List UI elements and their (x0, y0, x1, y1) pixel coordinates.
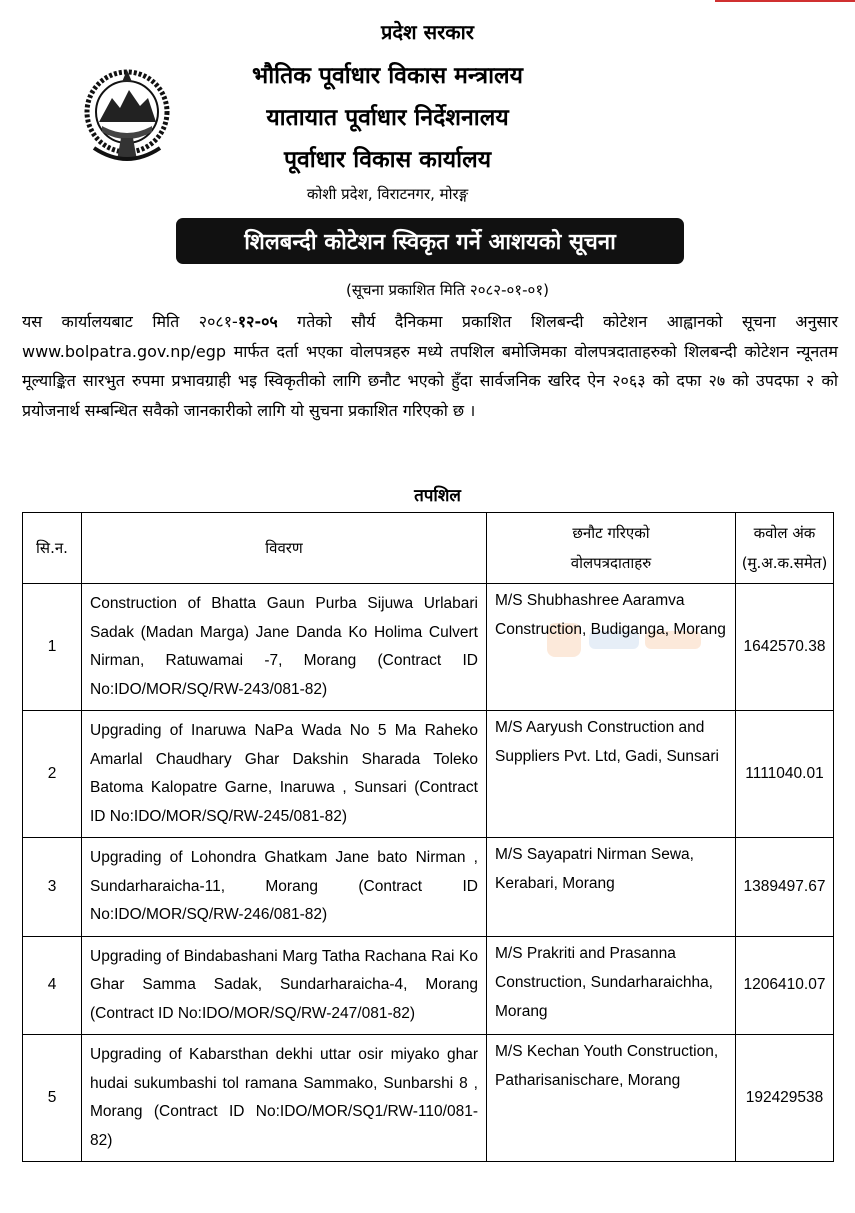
notice-title-banner: शिलबन्दी कोटेशन स्विकृत गर्ने आशयको सूचना (176, 218, 684, 264)
header-serial-no: सि.न. (23, 513, 82, 584)
row-description: Upgrading of Kabarsthan dekhi uttar osir miyako ghar hudai sukumbashi tol ramana Sammako, Sunbarshi 8 , Morang (Contract ID No:IDO/MOR/SQ1/RW-110/081-82) (82, 1035, 487, 1162)
table-row (23, 711, 834, 838)
row-serial: 2 (23, 711, 82, 838)
notice-body-date: १२-०५ (237, 312, 278, 331)
header-selected-bidders (487, 513, 736, 584)
row-description: Upgrading of Bindabashani Marg Tatha Rachana Rai Ko Ghar Samma Sadak, Sundarharaicha-4, Morang (Contract ID No:IDO/MOR/SQ/RW-247/081-82) (82, 936, 487, 1035)
row-bidder: M/S Aaryush Construction and Suppliers Pvt. Ltd, Gadi, Sunsari (487, 711, 736, 838)
row-bidder: M/S Prakriti and Prasanna Construction, Sundarharaichha, Morang (487, 936, 736, 1035)
publication-date: (सूचना प्रकाशित मिति २०८२-०१-०१) (346, 281, 549, 299)
row-amount: 1642570.38 (736, 584, 834, 711)
row-serial: 1 (23, 584, 82, 711)
header-directorate: यातायात पूर्वाधार निर्देशनालय (266, 105, 509, 131)
row-bidder: M/S Kechan Youth Construction, Patharisanischare, Morang (487, 1035, 736, 1162)
notice-body-part2: गतेको सौर्य दैनिकमा प्रकाशित शिलबन्दी कोटेशन आह्वानको सूचना अनुसार www.bolpatra.gov.np/egp मार्फत दर्ता भएका वोलपत्रहरु मध्ये तपशिल बमोजिमका वोलपत्रदाताहरुको शिलबन्दी कोटेशन न्यूनतम मूल्याङ्कित सारभुत रुपमा प्रभावग्राही भइ स्विकृतीको लागि छनौट भएको हुँदा सार्वजनिक खरिद ऐन २०६३ को दफा २७ को उपदफा २ को प्रयोजनार्थ सम्बन्धित सवैको जानकारीको लागि यो सुचना प्रकाशित गरिएको छ । (22, 312, 838, 420)
header-bid-amount-line2: (मु.अ.क.समेत) (741, 554, 828, 572)
notice-body (22, 307, 838, 425)
table-row (23, 1035, 834, 1162)
row-bidder: M/S Sayapatri Nirman Sewa, Kerabari, Morang (487, 838, 736, 937)
row-amount: 192429538 (736, 1035, 834, 1162)
section-title: तपशिल (414, 486, 461, 506)
header-selected-bidders-line2: वोलपत्रदाताहरु (570, 554, 652, 572)
table-row (23, 584, 834, 711)
row-amount: 1111040.01 (736, 711, 834, 838)
row-description: Upgrading of Lohondra Ghatkam Jane bato Nirman , Sundarharaicha-11, Morang (Contract ID No:IDO/MOR/SQ/RW-246/081-82) (82, 838, 487, 937)
row-description: Upgrading of Inaruwa NaPa Wada No 5 Ma Raheko Amarlal Chaudhary Ghar Dakshin Sharada Toleko Batoma Kalopatre Garne, Inaruwa , Sunsari (Contract ID No:IDO/MOR/SQ/RW-245/081-82) (82, 711, 487, 838)
row-serial: 4 (23, 936, 82, 1035)
row-serial: 3 (23, 838, 82, 937)
notice-body-part1: यस कार्यालयबाट मिति २०८१- (22, 312, 238, 331)
header-bid-amount (736, 513, 834, 584)
table-row (23, 936, 834, 1035)
selected-bidders-table (22, 512, 834, 1162)
header-office: पूर्वाधार विकास कार्यालय (283, 147, 492, 173)
top-edge-rule (715, 0, 855, 2)
header-description: विवरण (82, 513, 487, 584)
header-ministry: भौतिक पूर्वाधार विकास मन्त्रालय (252, 63, 523, 89)
table-row (23, 838, 834, 937)
table-header-row (23, 513, 834, 584)
row-amount: 1389497.67 (736, 838, 834, 937)
header-province-government: प्रदेश सरकार (381, 20, 474, 44)
row-serial: 5 (23, 1035, 82, 1162)
header-selected-bidders-line1: छनौट गरिएको (572, 524, 650, 542)
header-address: कोशी प्रदेश, विराटनगर, मोरङ्ग (306, 185, 469, 203)
row-description: Construction of Bhatta Gaun Purba Sijuwa Urlabari Sadak (Madan Marga) Jane Danda Ko Holima Culvert Nirman, Ratuwamai -7, Morang (Contract ID No:IDO/MOR/SQ/RW-243/081-82) (82, 584, 487, 711)
row-bidder: M/S Shubhashree Aaramva Construction, Budiganga, Morang (487, 584, 736, 711)
row-amount: 1206410.07 (736, 936, 834, 1035)
header-bid-amount-line1: कवोल अंक (753, 524, 816, 542)
